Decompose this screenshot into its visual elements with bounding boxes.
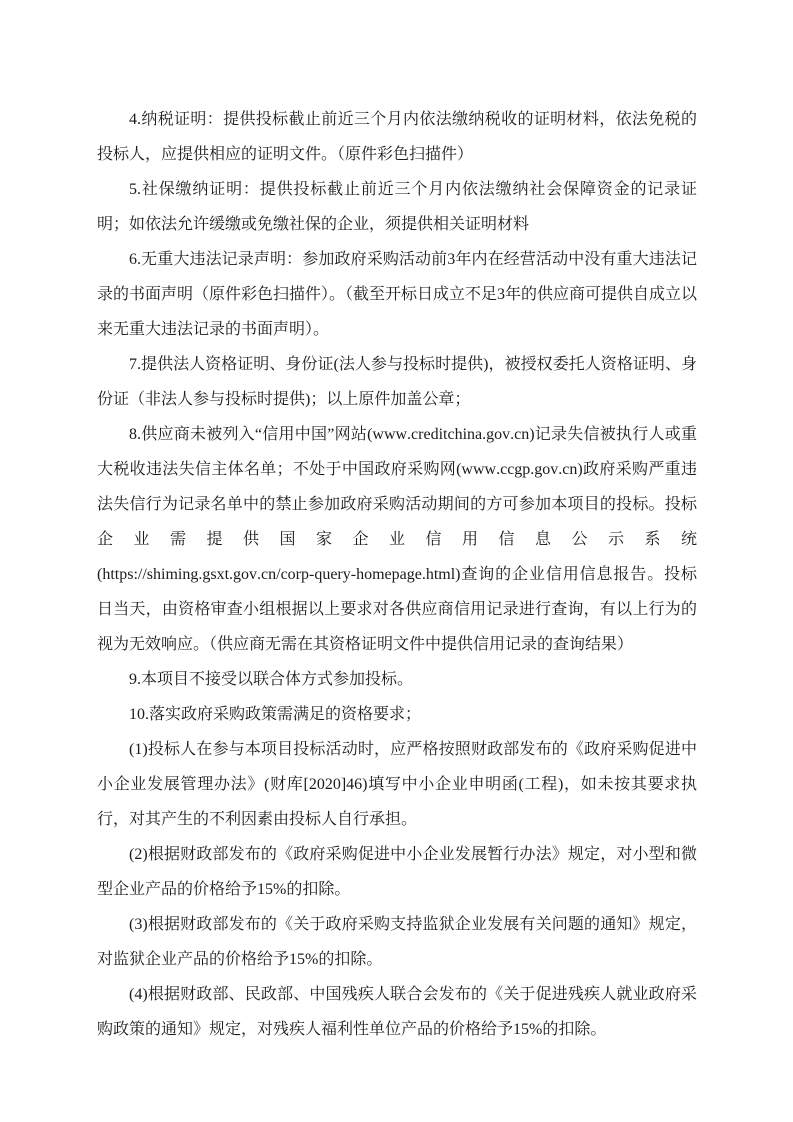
url-text: (www.creditchina.gov.cn) — [367, 426, 535, 443]
document-paragraph: 6.无重大违法记录声明：参加政府采购活动前3年内在经营活动中没有重大违法记录的书面声明（原件彩色扫描件）。（截至开标日成立不足3年的供应商可提供自成立以来无重大违法记录的书面声明）。 — [97, 251, 698, 338]
document-paragraph: (2)根据财政部发布的《政府采购促进中小企业发展暂行办法》规定，对小型和微型企业产品的价格给予15%的扣除。 — [97, 846, 697, 898]
document-paragraph: 10.落实政府采购政策需满足的资格要求； — [129, 706, 422, 723]
url-text: (www.ccgp.gov.cn) — [456, 461, 583, 478]
document-paragraph: 5.社保缴纳证明：提供投标截止前近三个月内依法缴纳社会保障资金的记录证明；如依法允许缓缴或免缴社保的企业，须提供相关证明材料 — [97, 181, 697, 233]
document-text-block — [97, 102, 697, 1047]
document-paragraph: (4)根据财政部、民政部、中国残疾人联合会发布的《关于促进残疾人就业政府采购政策的通知》规定，对残疾人福利性单位产品的价格给予15%的扣除。 — [97, 986, 697, 1038]
document-paragraph: 4.纳税证明：提供投标截止前近三个月内依法缴纳税收的证明材料，依法免税的投标人，应提供相应的证明文件。（原件彩色扫描件） — [97, 111, 697, 163]
document-paragraph: 8.供应商未被列入“信用中国”网站(www.creditchina.gov.cn)记录失信被执行人或重大税收违法失信主体名单；不处于中国政府采购网(www.ccgp.gov.cn)政府采购严重违法失信行为记录名单中的禁止参加政府采购活动期间的方可参加本项目的投标。投标企业需提供国家企业信用信息公示系统(https://shiming.gsxt.gov.cn/corp-query-homepage.html)查询的企业信用信息报告。投标日当天，由资格审查小组根据以上要求对各供应商信用记录进行查询，有以上行为的视为无效响应。（供应商无需在其资格证明文件中提供信用记录的查询结果） — [97, 426, 697, 653]
url-text: (https://shiming.gsxt.gov.cn/corp-query-homepage.html) — [97, 566, 461, 583]
document-paragraph: (3)根据财政部发布的《关于政府采购支持监狱企业发展有关问题的通知》规定，对监狱企业产品的价格给予15%的扣除。 — [97, 916, 697, 968]
document-paragraph: 9.本项目不接受以联合体方式参加投标。 — [129, 671, 414, 688]
document-paragraph: (1)投标人在参与本项目投标活动时，应严格按照财政部发布的《政府采购促进中小企业发展管理办法》(财库[2020]46)填写中小企业申明函(工程)，如未按其要求执行，对其产生的不利因素由投标人自行承担。 — [97, 741, 697, 828]
document-paragraph: 7.提供法人资格证明、身份证(法人参与投标时提供)，被授权委托人资格证明、身份证（非法人参与投标时提供)；以上原件加盖公章； — [97, 356, 697, 408]
